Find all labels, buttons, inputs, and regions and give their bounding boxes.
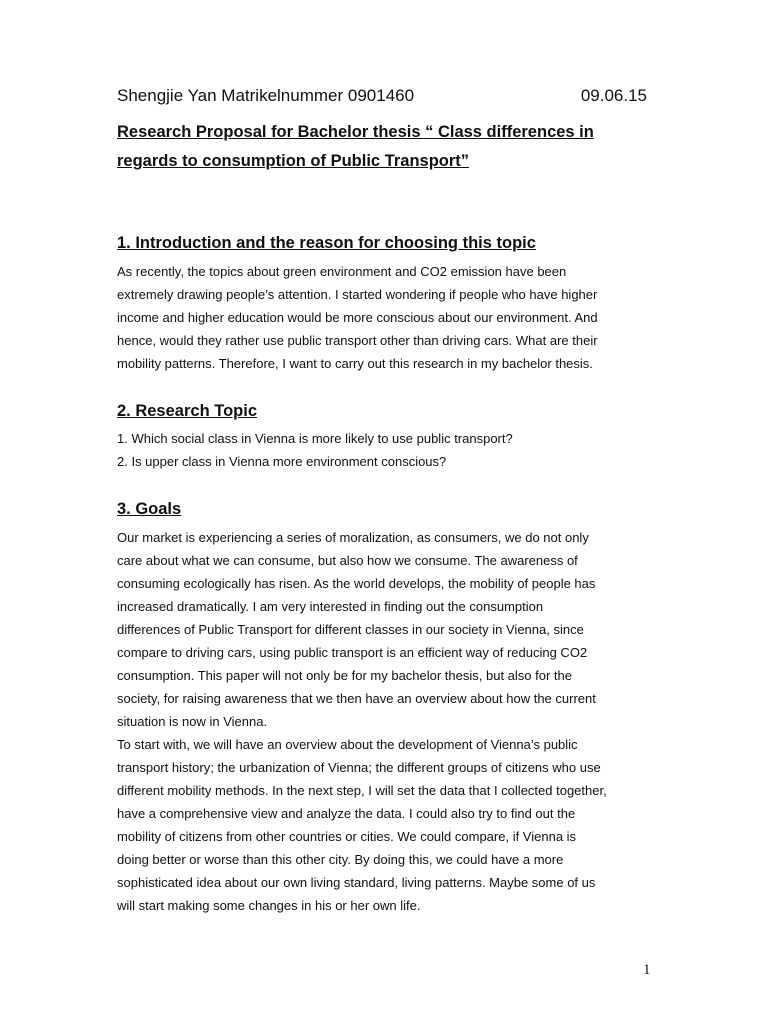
title-line-1: Research Proposal for Bachelor thesis “ Class differences in — [117, 123, 594, 141]
paragraph-line: have a comprehensive view and analyze the data. I could also try to find out the — [117, 806, 576, 821]
title-line-2: regards to consumption of Public Transport” — [117, 152, 470, 170]
document-date: 09.06.15 — [580, 86, 647, 105]
paragraph-line: consumption. This paper will not only be for my bachelor thesis, but also for the — [117, 668, 572, 683]
introduction-paragraph — [117, 260, 662, 375]
paragraph-line: compare to driving cars, using public transport is an efficient way of reducing CO2 — [117, 645, 588, 660]
paragraph-line: hence, would they rather use public transport other than driving cars. What are their — [117, 333, 598, 348]
research-topic-list — [117, 427, 662, 473]
paragraph-line: care about what we can consume, but also how we consume. The awareness of — [117, 553, 578, 568]
section-heading-research-topic: 2. Research Topic — [117, 402, 258, 420]
paragraph-line: society, for raising awareness that we then have an overview about how the current — [117, 691, 596, 706]
paragraph-line: different mobility methods. In the next step, I will set the data that I collected together, — [117, 783, 607, 798]
paragraph-line: income and higher education would be more conscious about our environment. And — [117, 310, 598, 325]
document-header — [117, 86, 647, 110]
paragraph-line: As recently, the topics about green environment and CO2 emission have been — [117, 264, 567, 279]
paragraph-line: situation is now in Vienna. — [117, 714, 268, 729]
paragraph-line: sophisticated idea about our own living standard, living patterns. Maybe some of us — [117, 875, 596, 890]
document-title — [117, 118, 657, 176]
goals-paragraph — [117, 526, 662, 917]
paragraph-line: differences of Public Transport for different classes in our society in Vienna, since — [117, 622, 584, 637]
paragraph-line: extremely drawing people’s attention. I started wondering if people who have higher — [117, 287, 598, 302]
paragraph-line: Our market is experiencing a series of moralization, as consumers, we do not only — [117, 530, 589, 545]
research-question: 2. Is upper class in Vienna more environment conscious? — [117, 454, 447, 469]
section-heading-introduction: 1. Introduction and the reason for choosing this topic — [117, 234, 536, 252]
page-number: 1 — [643, 962, 651, 978]
paragraph-line: mobility patterns. Therefore, I want to carry out this research in my bachelor thesis. — [117, 356, 593, 371]
paragraph-line: To start with, we will have an overview about the development of Vienna’s public — [117, 737, 578, 752]
paragraph-line: will start making some changes in his or her own life. — [117, 898, 421, 913]
paragraph-line: mobility of citizens from other countries or cities. We could compare, if Vienna is — [117, 829, 577, 844]
paragraph-line: consuming ecologically has risen. As the world develops, the mobility of people has — [117, 576, 596, 591]
paragraph-line: increased dramatically. I am very interested in finding out the consumption — [117, 599, 544, 614]
research-question: 1. Which social class in Vienna is more likely to use public transport? — [117, 431, 513, 446]
paragraph-line: transport history; the urbanization of Vienna; the different groups of citizens who use — [117, 760, 601, 775]
paragraph-line: doing better or worse than this other city. By doing this, we could have a more — [117, 852, 564, 867]
author-line: Shengjie Yan Matrikelnummer 0901460 — [117, 86, 415, 105]
section-heading-goals: 3. Goals — [117, 500, 182, 518]
